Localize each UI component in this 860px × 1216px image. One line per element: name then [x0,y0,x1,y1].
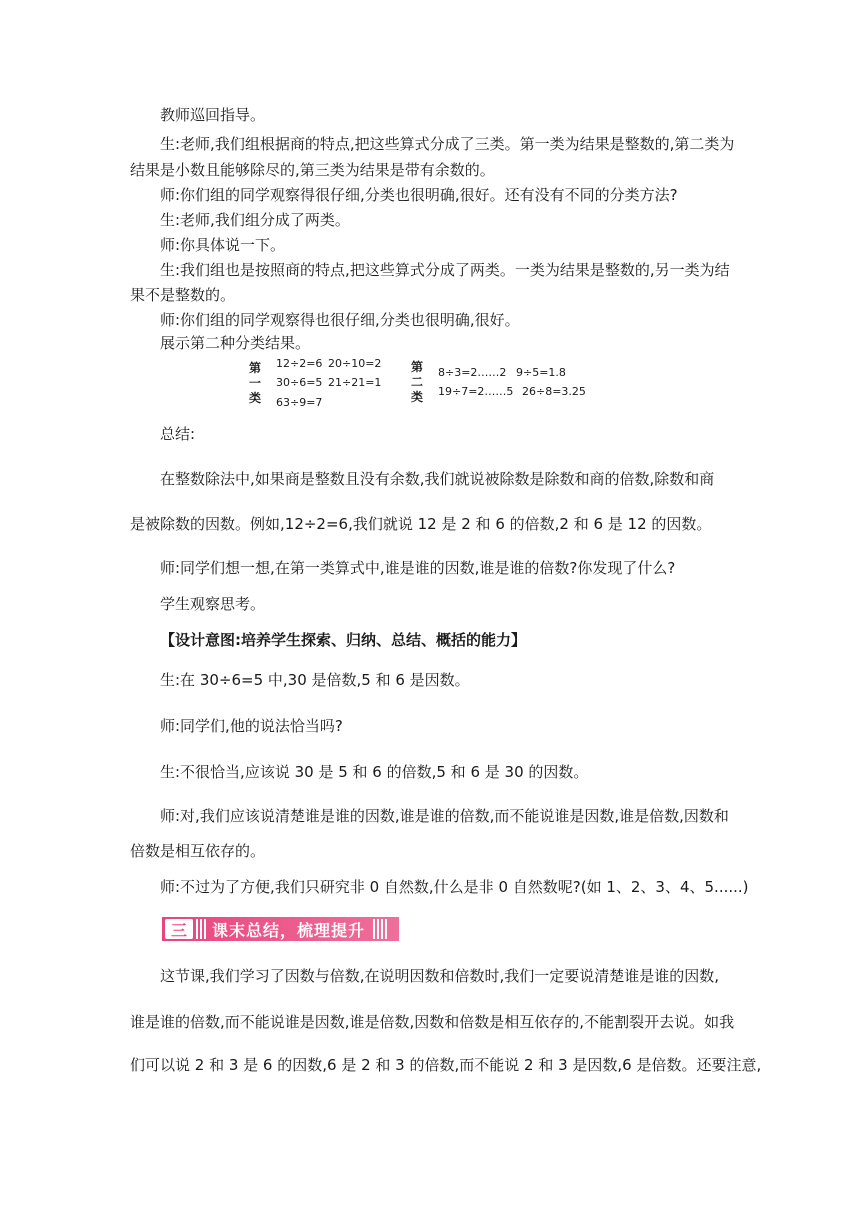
text-line: 果不是整数的。 [130,286,236,304]
text-line: 师:不过为了方便,我们只研究非 0 自然数,什么是非 0 自然数呢?(如 1、2、3、4、5......) [160,878,749,896]
category-2-label: 第 二 类 [410,360,423,404]
equation: 12÷2=6 [276,357,323,370]
section-title: 课末总结，梳理提升 [212,920,366,940]
equation: 8÷3=2……2 [438,366,507,379]
section-banner [162,917,399,941]
text-line: 结果是小数且能够除尽的,第三类为结果是带有余数的。 [130,161,495,179]
text-line: 师:你们组的同学观察得很仔细,分类也很明确,很好。还有没有不同的分类方法? [160,186,678,204]
text-line: 展示第二种分类结果。 [160,334,311,352]
text-line: 生:老师,我们组分成了两类。 [160,211,350,229]
equation: 20÷10=2 [328,357,382,370]
text-line: 师:对,我们应该说清楚谁是谁的因数,谁是谁的倍数,而不能说谁是因数,谁是倍数,因数和 [160,807,729,825]
text-line: 教师巡回指导。 [160,106,266,124]
text-line: 这节课,我们学习了因数与倍数,在说明因数和倍数时,我们一定要说清楚谁是谁的因数, [160,967,720,985]
text-line: 在整数除法中,如果商是整数且没有余数,我们就说被除数是除数和商的倍数,除数和商 [160,470,715,488]
text-line: 生:老师,我们组根据商的特点,把这些算式分成了三类。第一类为结果是整数的,第二类为 [160,135,735,153]
section-number: 三 [165,919,193,939]
banner-stripes-icon [373,919,387,939]
text-line: 谁是谁的倍数,而不能说谁是因数,谁是倍数,因数和倍数是相互依存的,不能割裂开去说。如我 [130,1013,735,1031]
equation: 9÷5=1.8 [516,366,566,379]
equation: 63÷9=7 [276,396,323,409]
text-line: 师:你具体说一下。 [160,236,286,254]
design-intent: 【设计意图:培养学生探索、归纳、总结、概括的能力】 [160,631,527,649]
text-line: 生:在 30÷6=5 中,30 是倍数,5 和 6 是因数。 [160,671,470,689]
summary-label: 总结: [160,425,196,443]
equation: 30÷6=5 [276,376,323,389]
text-line: 倍数是相互依存的。 [130,842,266,860]
text-line: 生:我们组也是按照商的特点,把这些算式分成了两类。一类为结果是整数的,另一类为结 [160,261,730,279]
text-line: 学生观察思考。 [160,595,266,613]
equation: 21÷21=1 [328,376,382,389]
text-line: 是被除数的因数。例如,12÷2=6,我们就说 12 是 2 和 6 的倍数,2 和 6 是 12 的因数。 [130,515,712,533]
category-1-label: 第 一 类 [248,361,261,405]
banner-stripes-icon [196,919,206,939]
equation: 19÷7=2……5 [438,385,514,398]
text-line: 师:同学们,他的说法恰当吗? [160,717,343,735]
text-line: 师:你们组的同学观察得也很仔细,分类也很明确,很好。 [160,311,520,329]
equation: 26÷8=3.25 [522,385,586,398]
text-line: 师:同学们想一想,在第一类算式中,谁是谁的因数,谁是谁的倍数?你发现了什么? [160,559,676,577]
text-line: 们可以说 2 和 3 是 6 的因数,6 是 2 和 3 的倍数,而不能说 2 和 3 是因数,6 是倍数。还要注意, [130,1056,762,1074]
text-line: 生:不很恰当,应该说 30 是 5 和 6 的倍数,5 和 6 是 30 的因数。 [160,763,589,781]
